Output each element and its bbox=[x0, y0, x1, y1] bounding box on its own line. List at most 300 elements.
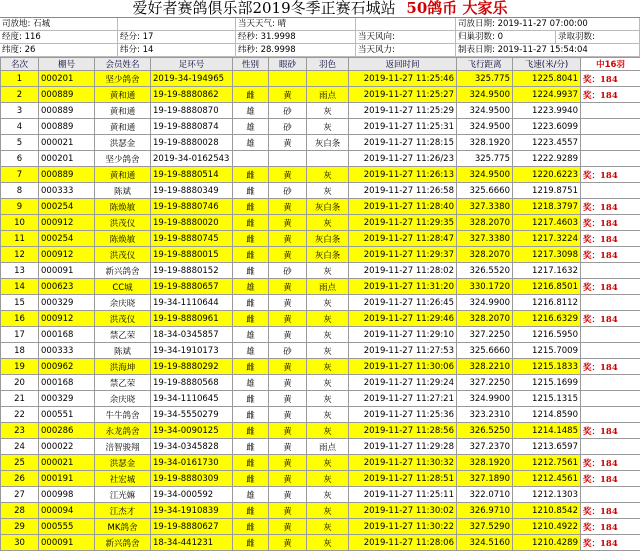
cell-loft: 000551 bbox=[39, 407, 95, 423]
cell-distance: 325.6660 bbox=[457, 343, 513, 359]
cell-return-time: 2019-11-27 11:31:20 bbox=[349, 279, 457, 295]
cell-sex: 雌 bbox=[233, 423, 269, 439]
col-member: 会员姓名 bbox=[95, 58, 151, 71]
col-speed: 飞速(米/分) bbox=[513, 58, 581, 71]
cell-ring: 2019-34-0162543 bbox=[151, 151, 233, 167]
cell-color: 灰 bbox=[307, 471, 349, 487]
table-row bbox=[1, 119, 640, 135]
cell-return-time: 2019-11-27 11:30:06 bbox=[349, 359, 457, 375]
cell-distance: 327.1890 bbox=[457, 471, 513, 487]
cell-distance: 328.2070 bbox=[457, 311, 513, 327]
cell-prize bbox=[581, 263, 640, 279]
cell-prize bbox=[581, 119, 640, 135]
cell-member: 禁乙荣 bbox=[95, 327, 151, 343]
results-table bbox=[0, 57, 640, 551]
cell-prize bbox=[581, 343, 640, 359]
table-row bbox=[1, 87, 640, 103]
cell-loft: 000555 bbox=[39, 519, 95, 535]
table-row bbox=[1, 455, 640, 471]
cell-loft: 000168 bbox=[39, 327, 95, 343]
cell-speed: 1217.1632 bbox=[513, 263, 581, 279]
cell-speed: 1215.1699 bbox=[513, 375, 581, 391]
cell-distance: 327.2250 bbox=[457, 375, 513, 391]
cell-rank: 5 bbox=[1, 135, 39, 151]
cell-rank: 1 bbox=[1, 71, 39, 87]
cell-prize: 奖：184 bbox=[581, 247, 640, 263]
cell-color: 灰白条 bbox=[307, 199, 349, 215]
cell-prize: 奖：184 bbox=[581, 199, 640, 215]
cell-ring: 19-34-0161730 bbox=[151, 455, 233, 471]
cell-speed: 1214.1485 bbox=[513, 423, 581, 439]
cell-loft: 000201 bbox=[39, 151, 95, 167]
cell-sex: 雄 bbox=[233, 327, 269, 343]
cell-loft: 000329 bbox=[39, 391, 95, 407]
cell-speed: 1210.8542 bbox=[513, 503, 581, 519]
cell-prize: 奖：184 bbox=[581, 215, 640, 231]
cell-rank: 4 bbox=[1, 119, 39, 135]
cell-eye: 黄 bbox=[269, 295, 307, 311]
cell-sex: 雄 bbox=[233, 343, 269, 359]
table-row bbox=[1, 503, 640, 519]
cell-speed: 1215.1315 bbox=[513, 391, 581, 407]
cell-eye: 黄 bbox=[269, 423, 307, 439]
cell-rank: 22 bbox=[1, 407, 39, 423]
cell-prize bbox=[581, 487, 640, 503]
cell-ring: 19-19-8880152 bbox=[151, 263, 233, 279]
cell-member: 黄和通 bbox=[95, 87, 151, 103]
col-sex: 性别 bbox=[233, 58, 269, 71]
cell-loft: 000191 bbox=[39, 471, 95, 487]
cell-distance: 325.6660 bbox=[457, 183, 513, 199]
cell-distance: 324.9500 bbox=[457, 103, 513, 119]
table-row bbox=[1, 215, 640, 231]
col-loft: 棚号 bbox=[39, 58, 95, 71]
cell-speed: 1210.4922 bbox=[513, 519, 581, 535]
table-row bbox=[1, 487, 640, 503]
cell-return-time: 2019-11-27 11:28:15 bbox=[349, 135, 457, 151]
cell-eye: 黄 bbox=[269, 231, 307, 247]
cell-ring: 19-34-1910839 bbox=[151, 503, 233, 519]
cell-ring: 19-19-8880020 bbox=[151, 215, 233, 231]
cell-speed: 1219.8751 bbox=[513, 183, 581, 199]
table-row bbox=[1, 327, 640, 343]
cell-color: 灰 bbox=[307, 503, 349, 519]
cell-color: 灰 bbox=[307, 391, 349, 407]
cell-member: 禁乙荣 bbox=[95, 375, 151, 391]
cell-sex: 雌 bbox=[233, 407, 269, 423]
cell-distance: 327.3380 bbox=[457, 199, 513, 215]
cell-sex: 雌 bbox=[233, 311, 269, 327]
cell-member: 江光嫲 bbox=[95, 487, 151, 503]
cell-return-time: 2019-11-27 11:25:31 bbox=[349, 119, 457, 135]
cell-speed: 1215.1833 bbox=[513, 359, 581, 375]
cell-member: 黄和通 bbox=[95, 167, 151, 183]
cell-return-time: 2019-11-27 11:30:02 bbox=[349, 503, 457, 519]
cell-rank: 19 bbox=[1, 359, 39, 375]
cell-loft: 000254 bbox=[39, 231, 95, 247]
cell-sex: 雄 bbox=[233, 375, 269, 391]
cell-ring: 19-19-8880874 bbox=[151, 119, 233, 135]
cell-prize: 奖：184 bbox=[581, 423, 640, 439]
cell-loft: 000286 bbox=[39, 423, 95, 439]
col-eye: 眼砂 bbox=[269, 58, 307, 71]
cell-ring: 19-19-8880349 bbox=[151, 183, 233, 199]
table-row bbox=[1, 183, 640, 199]
cell-sex bbox=[233, 151, 269, 167]
cell-member: 社宏城 bbox=[95, 471, 151, 487]
cell-sex: 雌 bbox=[233, 519, 269, 535]
table-row bbox=[1, 135, 640, 151]
cell-color: 灰 bbox=[307, 535, 349, 551]
cell-speed: 1217.3098 bbox=[513, 247, 581, 263]
cell-eye: 黄 bbox=[269, 487, 307, 503]
cell-color: 灰 bbox=[307, 295, 349, 311]
table-header-row bbox=[1, 58, 640, 71]
cell-eye: 黄 bbox=[269, 471, 307, 487]
cell-member: 陈斌 bbox=[95, 183, 151, 199]
cell-eye: 黄 bbox=[269, 407, 307, 423]
cell-color: 灰 bbox=[307, 311, 349, 327]
cell-ring: 19-19-8880870 bbox=[151, 103, 233, 119]
report-title: 爱好者赛鸽俱乐部2019冬季正赛石城站 bbox=[132, 0, 395, 17]
cell-eye: 黄 bbox=[269, 439, 307, 455]
cell-member: 洪瑟金 bbox=[95, 135, 151, 151]
table-row bbox=[1, 199, 640, 215]
cell-speed: 1214.8590 bbox=[513, 407, 581, 423]
cell-speed: 1223.4557 bbox=[513, 135, 581, 151]
table-row bbox=[1, 439, 640, 455]
table-row bbox=[1, 167, 640, 183]
cell-prize: 奖：184 bbox=[581, 455, 640, 471]
table-row bbox=[1, 423, 640, 439]
cell-sex: 雌 bbox=[233, 503, 269, 519]
cell-rank: 17 bbox=[1, 327, 39, 343]
table-row bbox=[1, 391, 640, 407]
table-row bbox=[1, 375, 640, 391]
cell-prize: 奖：184 bbox=[581, 359, 640, 375]
cell-color: 灰 bbox=[307, 487, 349, 503]
cell-return-time: 2019-11-27 11:25:27 bbox=[349, 87, 457, 103]
cell-speed: 1224.9937 bbox=[513, 87, 581, 103]
cell-distance: 324.9900 bbox=[457, 391, 513, 407]
cell-prize bbox=[581, 375, 640, 391]
cell-color: 灰 bbox=[307, 455, 349, 471]
cell-color: 灰 bbox=[307, 119, 349, 135]
cell-member: 余庆晓 bbox=[95, 295, 151, 311]
cell-loft: 000889 bbox=[39, 103, 95, 119]
cell-ring: 19-34-0090125 bbox=[151, 423, 233, 439]
accepted-count: 录取羽数: bbox=[556, 31, 640, 43]
cell-return-time: 2019-11-27 11:25:29 bbox=[349, 103, 457, 119]
table-row bbox=[1, 263, 640, 279]
cell-prize bbox=[581, 327, 640, 343]
table-row bbox=[1, 343, 640, 359]
cell-return-time: 2019-11-27 11:26:58 bbox=[349, 183, 457, 199]
cell-distance: 330.1720 bbox=[457, 279, 513, 295]
cell-rank: 26 bbox=[1, 471, 39, 487]
table-row bbox=[1, 247, 640, 263]
cell-distance: 325.775 bbox=[457, 151, 513, 167]
cell-eye: 砂 bbox=[269, 103, 307, 119]
cell-ring: 18-34-441231 bbox=[151, 535, 233, 551]
cell-distance: 323.2310 bbox=[457, 407, 513, 423]
cell-speed: 1212.1303 bbox=[513, 487, 581, 503]
cell-prize: 奖：184 bbox=[581, 535, 640, 551]
cell-loft: 000998 bbox=[39, 487, 95, 503]
cell-color: 雨点 bbox=[307, 439, 349, 455]
wind-direction: 当天风向: bbox=[356, 31, 456, 43]
col-rank: 名次 bbox=[1, 58, 39, 71]
cell-eye: 黄 bbox=[269, 247, 307, 263]
cell-speed: 1216.5950 bbox=[513, 327, 581, 343]
cell-eye: 黄 bbox=[269, 503, 307, 519]
cell-loft: 000912 bbox=[39, 215, 95, 231]
cell-distance: 328.2070 bbox=[457, 247, 513, 263]
cell-member: 洪海坤 bbox=[95, 359, 151, 375]
cell-member: 坚少鸽舍 bbox=[95, 71, 151, 87]
cell-eye: 黄 bbox=[269, 215, 307, 231]
cell-prize bbox=[581, 439, 640, 455]
cell-rank: 27 bbox=[1, 487, 39, 503]
cell-ring: 19-19-8880627 bbox=[151, 519, 233, 535]
cell-prize: 奖：184 bbox=[581, 279, 640, 295]
cell-rank: 11 bbox=[1, 231, 39, 247]
cell-eye: 黄 bbox=[269, 279, 307, 295]
cell-return-time: 2019-11-27 11:26:13 bbox=[349, 167, 457, 183]
cell-loft: 000022 bbox=[39, 439, 95, 455]
cell-distance: 324.9500 bbox=[457, 167, 513, 183]
cell-member: 余庆晓 bbox=[95, 391, 151, 407]
cell-distance: 326.5250 bbox=[457, 423, 513, 439]
cell-prize bbox=[581, 391, 640, 407]
cell-prize: 奖：184 bbox=[581, 311, 640, 327]
table-row bbox=[1, 407, 640, 423]
table-row bbox=[1, 71, 640, 87]
cell-return-time: 2019-11-27 11:26/23 bbox=[349, 151, 457, 167]
cell-eye: 砂 bbox=[269, 183, 307, 199]
cell-color bbox=[307, 71, 349, 87]
wind-force: 当天风力: bbox=[356, 44, 456, 56]
cell-rank: 29 bbox=[1, 519, 39, 535]
cell-rank: 16 bbox=[1, 311, 39, 327]
cell-color: 雨点 bbox=[307, 87, 349, 103]
col-prize: 中16羽 bbox=[581, 58, 640, 71]
cell-member: 陈焕敏 bbox=[95, 199, 151, 215]
cell-ring: 19-19-8880961 bbox=[151, 311, 233, 327]
cell-distance: 326.9710 bbox=[457, 503, 513, 519]
cell-loft: 000962 bbox=[39, 359, 95, 375]
table-row bbox=[1, 359, 640, 375]
cell-return-time: 2019-11-27 11:30:22 bbox=[349, 519, 457, 535]
cell-loft: 000912 bbox=[39, 311, 95, 327]
cell-rank: 24 bbox=[1, 439, 39, 455]
cell-rank: 14 bbox=[1, 279, 39, 295]
cell-distance: 324.9500 bbox=[457, 119, 513, 135]
cell-color: 灰 bbox=[307, 423, 349, 439]
cell-ring: 19-34-5550279 bbox=[151, 407, 233, 423]
col-ring: 足环号 bbox=[151, 58, 233, 71]
cell-speed: 1223.6099 bbox=[513, 119, 581, 135]
cell-loft: 000168 bbox=[39, 375, 95, 391]
cell-return-time: 2019-11-27 11:27:21 bbox=[349, 391, 457, 407]
cell-rank: 15 bbox=[1, 295, 39, 311]
cell-member: 陈焕敏 bbox=[95, 231, 151, 247]
cell-sex: 雌 bbox=[233, 391, 269, 407]
col-distance: 飞行距离 bbox=[457, 58, 513, 71]
cell-sex: 雄 bbox=[233, 279, 269, 295]
cell-distance: 327.3380 bbox=[457, 231, 513, 247]
latitude-sec: 纬秒: 28.9998 bbox=[236, 44, 356, 56]
cell-sex: 雄 bbox=[233, 103, 269, 119]
table-row bbox=[1, 151, 640, 167]
cell-loft: 000889 bbox=[39, 167, 95, 183]
cell-eye: 黄 bbox=[269, 87, 307, 103]
cell-color: 灰白条 bbox=[307, 247, 349, 263]
cell-sex: 雌 bbox=[233, 471, 269, 487]
cell-speed: 1210.4289 bbox=[513, 535, 581, 551]
cell-sex: 雌 bbox=[233, 247, 269, 263]
cell-color: 灰 bbox=[307, 327, 349, 343]
race-info-panel bbox=[0, 17, 640, 57]
cell-prize bbox=[581, 151, 640, 167]
cell-eye: 黄 bbox=[269, 311, 307, 327]
cell-member: 永龙鸽舍 bbox=[95, 423, 151, 439]
cell-rank: 3 bbox=[1, 103, 39, 119]
cell-return-time: 2019-11-27 11:29:37 bbox=[349, 247, 457, 263]
cell-return-time: 2019-11-27 11:29:35 bbox=[349, 215, 457, 231]
cell-eye: 黄 bbox=[269, 375, 307, 391]
cell-return-time: 2019-11-27 11:29:24 bbox=[349, 375, 457, 391]
cell-loft: 000889 bbox=[39, 87, 95, 103]
cell-sex: 雌 bbox=[233, 231, 269, 247]
cell-member: 陈斌 bbox=[95, 343, 151, 359]
col-return-time: 返回时间 bbox=[349, 58, 457, 71]
cell-ring: 18-34-0345857 bbox=[151, 327, 233, 343]
cell-prize bbox=[581, 103, 640, 119]
cell-prize: 奖：184 bbox=[581, 519, 640, 535]
cell-prize: 奖：184 bbox=[581, 71, 640, 87]
cell-sex: 雌 bbox=[233, 439, 269, 455]
cell-speed: 1218.3797 bbox=[513, 199, 581, 215]
cell-return-time: 2019-11-27 11:30:32 bbox=[349, 455, 457, 471]
cell-member: 洪瑟金 bbox=[95, 455, 151, 471]
cell-member: 坚少鸽舍 bbox=[95, 151, 151, 167]
cell-sex: 雌 bbox=[233, 359, 269, 375]
cell-ring: 19-19-8880309 bbox=[151, 471, 233, 487]
table-row bbox=[1, 103, 640, 119]
cell-color bbox=[307, 151, 349, 167]
longitude-deg: 经度: 116 bbox=[0, 31, 118, 43]
cell-speed: 1216.6329 bbox=[513, 311, 581, 327]
cell-prize bbox=[581, 407, 640, 423]
info-row-1 bbox=[0, 18, 640, 31]
cell-rank: 28 bbox=[1, 503, 39, 519]
report-date: 制表日期: 2019-11-27 15:54:04 bbox=[456, 44, 640, 56]
table-row bbox=[1, 535, 640, 551]
cell-rank: 2 bbox=[1, 87, 39, 103]
cell-color: 灰白条 bbox=[307, 135, 349, 151]
cell-rank: 18 bbox=[1, 343, 39, 359]
cell-sex: 雌 bbox=[233, 535, 269, 551]
cell-member: MK鸽舍 bbox=[95, 519, 151, 535]
cell-speed: 1215.7009 bbox=[513, 343, 581, 359]
table-row bbox=[1, 311, 640, 327]
cell-distance: 324.5160 bbox=[457, 535, 513, 551]
cell-sex bbox=[233, 71, 269, 87]
cell-member: 江杰才 bbox=[95, 503, 151, 519]
table-row bbox=[1, 471, 640, 487]
cell-rank: 9 bbox=[1, 199, 39, 215]
longitude-sec: 经秒: 31.9998 bbox=[236, 31, 356, 43]
cell-eye: 黄 bbox=[269, 455, 307, 471]
cell-color: 灰 bbox=[307, 343, 349, 359]
cell-speed: 1213.6597 bbox=[513, 439, 581, 455]
cell-sex: 雌 bbox=[233, 263, 269, 279]
cell-loft: 000201 bbox=[39, 71, 95, 87]
cell-ring: 19-19-8880745 bbox=[151, 231, 233, 247]
cell-loft: 000333 bbox=[39, 183, 95, 199]
cell-distance: 324.9500 bbox=[457, 87, 513, 103]
col-color: 羽色 bbox=[307, 58, 349, 71]
cell-speed: 1212.4561 bbox=[513, 471, 581, 487]
table-body bbox=[1, 71, 640, 551]
release-date: 司放日期: 2019-11-27 07:00:00 bbox=[456, 18, 640, 30]
cell-eye: 黄 bbox=[269, 135, 307, 151]
cell-eye bbox=[269, 71, 307, 87]
info-row-3 bbox=[0, 44, 640, 57]
cell-distance: 326.5520 bbox=[457, 263, 513, 279]
cell-return-time: 2019-11-27 11:28:51 bbox=[349, 471, 457, 487]
cell-color: 灰 bbox=[307, 167, 349, 183]
cell-member: 洪茂仪 bbox=[95, 215, 151, 231]
cell-color: 雨点 bbox=[307, 279, 349, 295]
cell-loft: 000912 bbox=[39, 247, 95, 263]
cell-eye: 砂 bbox=[269, 263, 307, 279]
cell-eye: 黄 bbox=[269, 327, 307, 343]
table-row bbox=[1, 519, 640, 535]
cell-ring: 19-19-8880028 bbox=[151, 135, 233, 151]
cell-return-time: 2019-11-27 11:28:47 bbox=[349, 231, 457, 247]
cell-sex: 雌 bbox=[233, 183, 269, 199]
cell-rank: 10 bbox=[1, 215, 39, 231]
cell-sex: 雄 bbox=[233, 135, 269, 151]
latitude-min: 纬分: 14 bbox=[118, 44, 236, 56]
cell-distance: 328.1920 bbox=[457, 135, 513, 151]
cell-member: 新兴鸽舍 bbox=[95, 535, 151, 551]
cell-color: 灰 bbox=[307, 183, 349, 199]
cell-rank: 25 bbox=[1, 455, 39, 471]
cell-loft: 000021 bbox=[39, 455, 95, 471]
cell-prize bbox=[581, 295, 640, 311]
cell-distance: 327.2370 bbox=[457, 439, 513, 455]
cell-eye bbox=[269, 151, 307, 167]
cell-speed: 1217.3224 bbox=[513, 231, 581, 247]
cell-prize: 奖：184 bbox=[581, 167, 640, 183]
cell-ring: 2019-34-194965 bbox=[151, 71, 233, 87]
cell-ring: 19-34-1910173 bbox=[151, 343, 233, 359]
cell-ring: 19-19-8880862 bbox=[151, 87, 233, 103]
cell-color: 灰 bbox=[307, 375, 349, 391]
cell-member: CC城 bbox=[95, 279, 151, 295]
cell-member: 涪智骏翔 bbox=[95, 439, 151, 455]
cell-ring: 19-19-8880568 bbox=[151, 375, 233, 391]
cell-return-time: 2019-11-27 11:28:56 bbox=[349, 423, 457, 439]
cell-prize: 奖：184 bbox=[581, 231, 640, 247]
cell-speed: 1220.6223 bbox=[513, 167, 581, 183]
cell-rank: 30 bbox=[1, 535, 39, 551]
cell-ring: 19-19-8880657 bbox=[151, 279, 233, 295]
cell-speed: 1216.8501 bbox=[513, 279, 581, 295]
